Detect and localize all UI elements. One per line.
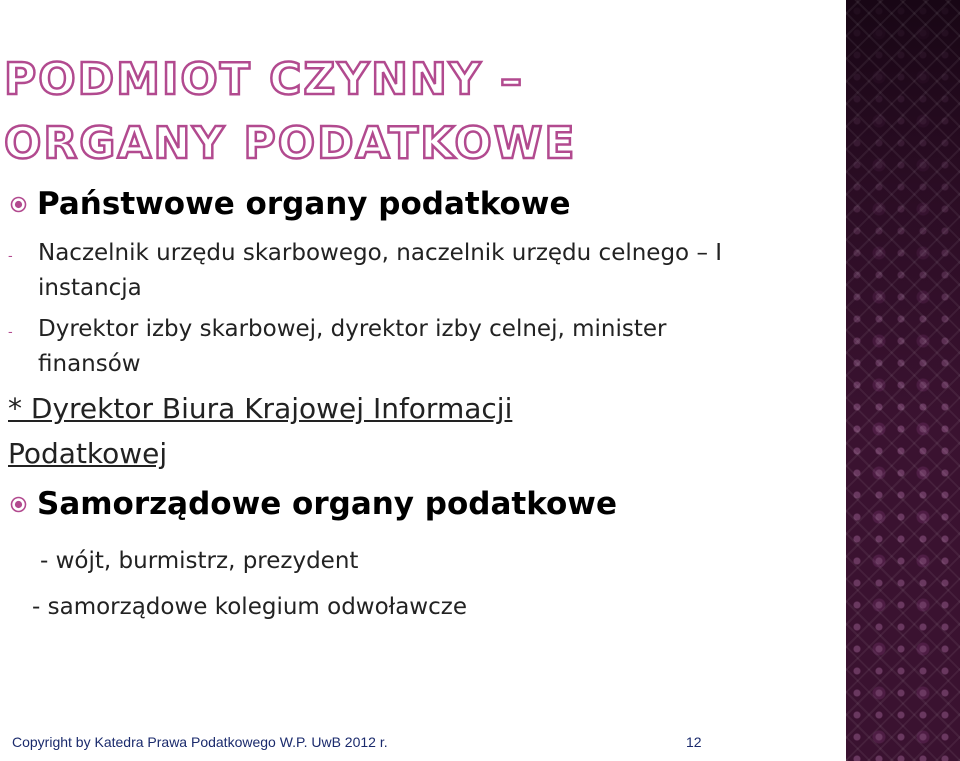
slide-title: PODMIOT CZYNNY – ORGANY PODATKOWE [4,54,577,169]
list-item-continuation: finansów [38,351,141,377]
note-line: * Dyrektor Biura Krajowej Informacji [8,392,513,425]
list-item [8,316,666,342]
list-item-continuation: instancja [38,275,142,301]
decorative-side-panel [846,0,960,761]
circle-bullet-icon [10,196,27,213]
footer-copyright: Copyright by Katedra Prawa Podatkowego W.P. UwB 2012 r. [12,734,388,750]
circle-bullet-icon [10,496,27,513]
dash-marker: - [8,249,13,264]
list-item [8,240,722,266]
section-heading-local [10,486,617,522]
list-item: - samorządowe kolegium odwoławcze [32,594,467,620]
section-heading-text: Państwowe organy podatkowe [37,186,571,222]
page-number: 12 [686,734,702,750]
list-item: - wójt, burmistrz, prezydent [40,548,359,574]
section-heading-text: Samorządowe organy podatkowe [37,486,617,522]
section-heading-state [10,186,570,222]
list-item-text: Dyrektor izby skarbowej, dyrektor izby celnej, minister [38,316,667,342]
note-line: Podatkowej [8,437,168,470]
list-item-text: Naczelnik urzędu skarbowego, naczelnik urzędu celnego – I [38,240,723,266]
dash-marker: - [8,325,13,340]
